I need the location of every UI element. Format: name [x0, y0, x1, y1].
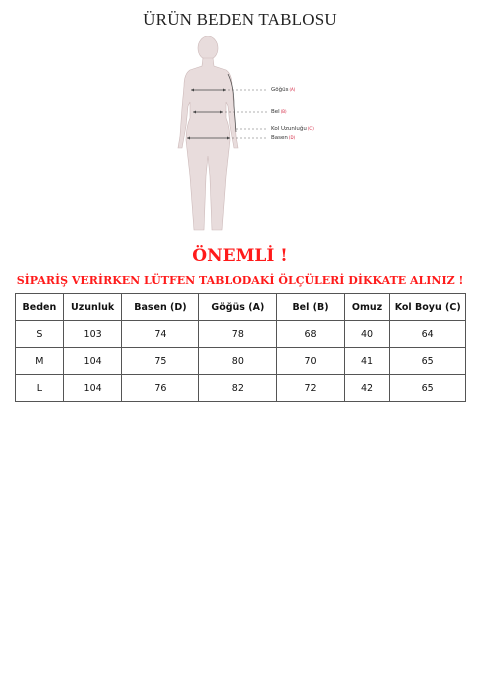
- body-measurement-diagram: [150, 36, 330, 236]
- page-title: ÜRÜN BEDEN TABLOSU: [143, 10, 337, 29]
- measurement-label-waist: [271, 109, 287, 115]
- measurement-code: (C): [307, 126, 314, 131]
- table-cell: 64: [390, 321, 466, 348]
- table-cell: 80: [199, 348, 277, 375]
- table-cell: 76: [122, 375, 199, 402]
- table-header-row: [16, 294, 466, 321]
- header-cell: Kol Boyu (C): [390, 294, 466, 321]
- header-cell: Göğüs (A): [199, 294, 277, 321]
- important-heading: ÖNEMLİ !: [192, 246, 288, 266]
- table-row: [16, 375, 466, 402]
- measurement-name: Kol Uzunluğu: [271, 126, 307, 132]
- table-cell: 68: [277, 321, 344, 348]
- table-row: [16, 321, 466, 348]
- table-cell: 65: [390, 348, 466, 375]
- table-cell: 72: [277, 375, 344, 402]
- table-cell: 78: [199, 321, 277, 348]
- female-silhouette-illustration: [150, 36, 330, 236]
- table-cell: 75: [122, 348, 199, 375]
- header-cell: Bel (B): [277, 294, 344, 321]
- measurement-label-sleeve: [271, 126, 314, 132]
- header-cell: Basen (D): [122, 294, 199, 321]
- table-cell: 42: [344, 375, 390, 402]
- measurement-name: Göğüs: [271, 87, 289, 93]
- table-cell: 40: [344, 321, 390, 348]
- table-cell: 70: [277, 348, 344, 375]
- table-cell: 104: [63, 375, 122, 402]
- measurement-name: Bel: [271, 109, 280, 115]
- size-table: [15, 293, 466, 402]
- table-cell: 65: [390, 375, 466, 402]
- measurement-code: (A): [289, 87, 296, 92]
- table-cell: 41: [344, 348, 390, 375]
- header-cell: Omuz: [344, 294, 390, 321]
- header-cell: Uzunluk: [63, 294, 122, 321]
- order-warning: SİPARİŞ VERİRKEN LÜTFEN TABLODAKİ ÖLÇÜLERİ DİKKATE ALINIZ !: [16, 274, 464, 287]
- measurement-label-hip: [271, 135, 295, 141]
- header-cell: Beden: [16, 294, 64, 321]
- table-row: [16, 348, 466, 375]
- measurement-label-chest: [271, 87, 295, 93]
- measurement-code: (D): [288, 135, 296, 140]
- measurement-code: (B): [280, 109, 287, 114]
- table-cell: S: [16, 321, 64, 348]
- measurement-name: Basen: [271, 135, 288, 141]
- table-cell: 82: [199, 375, 277, 402]
- table-cell: 104: [63, 348, 122, 375]
- table-cell: L: [16, 375, 64, 402]
- table-cell: 103: [63, 321, 122, 348]
- table-cell: 74: [122, 321, 199, 348]
- table-cell: M: [16, 348, 64, 375]
